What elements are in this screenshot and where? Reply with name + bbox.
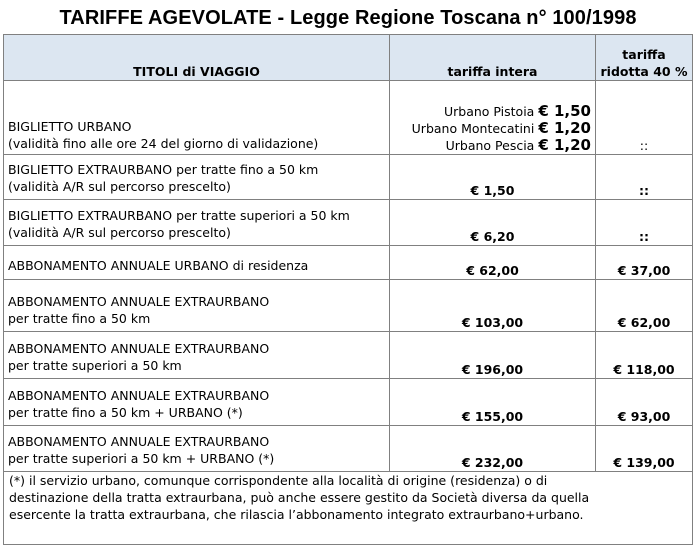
reduced-price: € 118,00 bbox=[596, 332, 693, 379]
row-label-line1: ABBONAMENTO ANNUALE EXTRAURBANO bbox=[8, 294, 270, 309]
row-label bbox=[4, 81, 390, 155]
row-label-line2: per tratte superiori a 50 km bbox=[8, 358, 182, 373]
footnote-row bbox=[4, 472, 693, 545]
row-label bbox=[4, 426, 390, 472]
footnote-line2: destinazione della tratta extraurbana, può anche essere gestito da Società diversa da quella bbox=[9, 490, 590, 505]
full-price: € 62,00 bbox=[390, 246, 596, 280]
row-label bbox=[4, 200, 390, 246]
table-row bbox=[4, 81, 693, 155]
header-tariffa-intera: tariffa intera bbox=[390, 35, 596, 81]
row-label-line1: BIGLIETTO EXTRAURBANO per tratte fino a 50 km bbox=[8, 162, 319, 177]
table-row bbox=[4, 155, 693, 200]
header-tariffa-ridotta bbox=[596, 35, 693, 81]
row-label bbox=[4, 280, 390, 332]
urban-prices-cell bbox=[390, 81, 596, 155]
reduced-price: € 37,00 bbox=[596, 246, 693, 280]
full-price: € 103,00 bbox=[390, 280, 596, 332]
row-label-line2: per tratte fino a 50 km + URBANO (*) bbox=[8, 405, 243, 420]
table-row bbox=[4, 200, 693, 246]
table-row bbox=[4, 379, 693, 426]
row-label-line2: (validità fino alle ore 24 del giorno di validazione) bbox=[8, 136, 319, 151]
full-price: € 1,50 bbox=[390, 155, 596, 200]
footnote-line3: esercente la tratta extraurbana, che rilascia l’abbonamento integrato extraurbano+urbano. bbox=[9, 507, 584, 522]
urban-price-montecatini: Urbano Montecatini € 1,20 bbox=[411, 119, 591, 137]
table-header-row bbox=[4, 35, 693, 81]
row-label bbox=[4, 379, 390, 426]
full-price: € 155,00 bbox=[390, 379, 596, 426]
row-label bbox=[4, 332, 390, 379]
row-label-line1: ABBONAMENTO ANNUALE EXTRAURBANO bbox=[8, 341, 270, 356]
row-label-line2: per tratte fino a 50 km bbox=[8, 311, 151, 326]
row-label-line1: BIGLIETTO EXTRAURBANO per tratte superiori a 50 km bbox=[8, 208, 350, 223]
header-titoli: TITOLI di VIAGGIO bbox=[4, 35, 390, 81]
reduced-price: :: bbox=[596, 81, 693, 155]
table-row bbox=[4, 280, 693, 332]
footnote-line1: (*) il servizio urbano, comunque corrispondente alla località di origine (residenza) o di bbox=[9, 473, 548, 488]
urban-price-pistoia: Urbano Pistoia € 1,50 bbox=[443, 102, 591, 120]
urban-price-pescia: Urbano Pescia € 1,20 bbox=[445, 136, 591, 154]
reduced-price: € 93,00 bbox=[596, 379, 693, 426]
row-label-line2: (validità A/R sul percorso prescelto) bbox=[8, 179, 231, 194]
reduced-price: :: bbox=[596, 155, 693, 200]
row-label-line2: per tratte superiori a 50 km + URBANO (*) bbox=[8, 451, 275, 466]
table-row bbox=[4, 332, 693, 379]
full-price: € 232,00 bbox=[390, 426, 596, 472]
page-title: TARIFFE AGEVOLATE - Legge Regione Toscana n° 100/1998 bbox=[59, 7, 637, 29]
header-ridotta-line2: ridotta 40 % bbox=[600, 64, 688, 79]
reduced-price: € 62,00 bbox=[596, 280, 693, 332]
full-price: € 196,00 bbox=[390, 332, 596, 379]
table-row bbox=[4, 426, 693, 472]
row-label bbox=[4, 246, 390, 280]
reduced-price: € 139,00 bbox=[596, 426, 693, 472]
row-label-line1: BIGLIETTO URBANO bbox=[8, 119, 132, 134]
header-ridotta-line1: tariffa bbox=[622, 47, 666, 62]
tariff-table bbox=[3, 34, 693, 545]
footnote bbox=[4, 472, 693, 545]
full-price: € 6,20 bbox=[390, 200, 596, 246]
row-label-line1: ABBONAMENTO ANNUALE EXTRAURBANO bbox=[8, 388, 270, 403]
row-label-line1: ABBONAMENTO ANNUALE EXTRAURBANO bbox=[8, 434, 270, 449]
table-row bbox=[4, 246, 693, 280]
row-label-line2: (validità A/R sul percorso prescelto) bbox=[8, 225, 231, 240]
reduced-price: :: bbox=[596, 200, 693, 246]
row-label-line1: ABBONAMENTO ANNUALE URBANO di residenza bbox=[8, 258, 309, 273]
row-label bbox=[4, 155, 390, 200]
